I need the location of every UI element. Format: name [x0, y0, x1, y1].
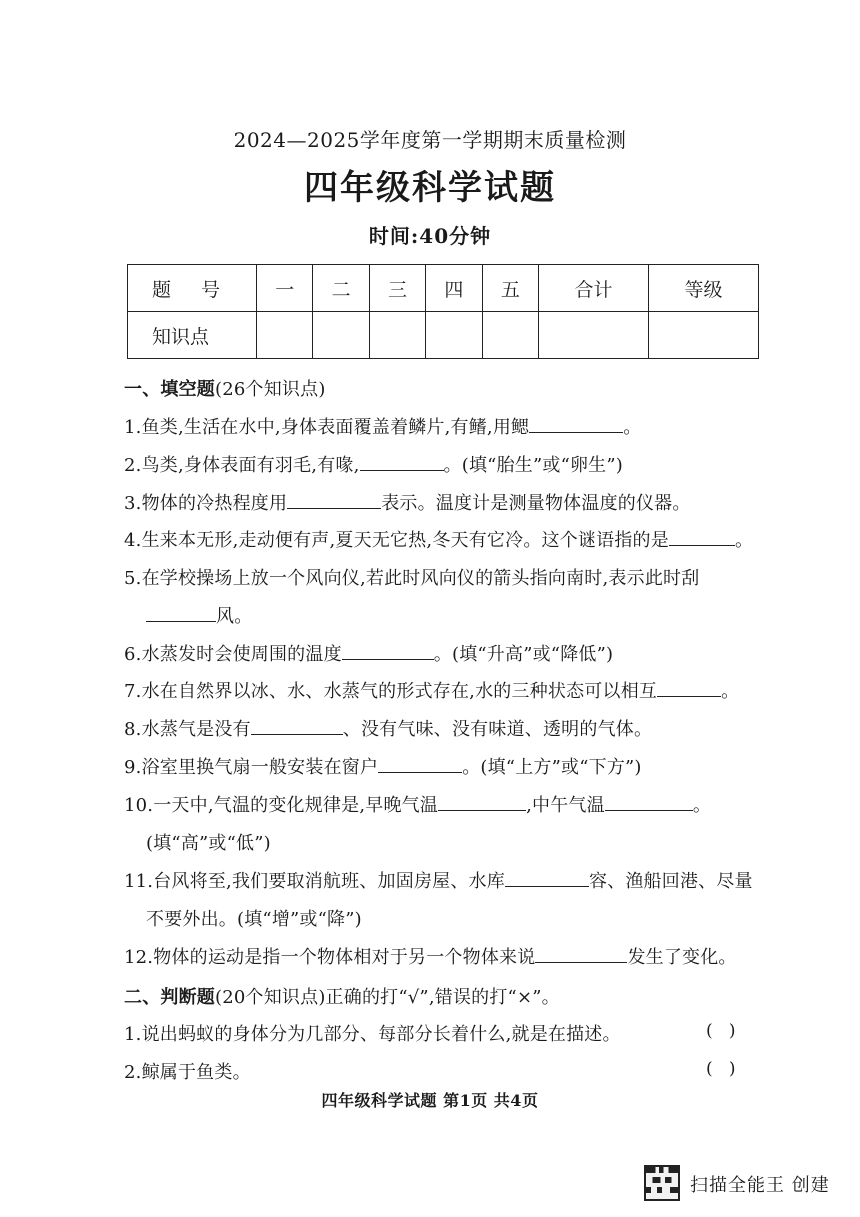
score-table — [127, 264, 759, 359]
points-cell[interactable] — [648, 312, 758, 359]
points-cell[interactable] — [426, 312, 482, 359]
question-text: 1.说出蚂蚁的身体分为几部分、每部分长着什么,就是在描述。 — [124, 1024, 621, 1045]
points-label: 知识点 — [128, 312, 257, 359]
score-table-points-row — [128, 312, 759, 359]
question-2 — [124, 451, 623, 477]
points-cell[interactable] — [482, 312, 538, 359]
answer-blank[interactable] — [342, 641, 434, 660]
question-text: 。 — [623, 417, 642, 438]
points-cell[interactable] — [539, 312, 649, 359]
answer-blank[interactable] — [605, 792, 693, 811]
answer-blank[interactable] — [669, 527, 735, 546]
exam-title: 四年级科学试题 — [304, 168, 556, 208]
exam-term-title: 2024—2025学年度第一学期期末质量检测 — [233, 128, 627, 152]
question-text: 8.水蒸气是没有 — [124, 719, 251, 740]
score-cell-4: 四 — [426, 265, 482, 312]
question-text: 5.在学校操场上放一个风向仪,若此时风向仪的箭头指向南时,表示此时刮 — [124, 568, 700, 589]
question-11 — [124, 867, 753, 893]
answer-blank[interactable] — [657, 678, 721, 697]
page-footer: 四年级科学试题 第1页 共4页 — [321, 1091, 539, 1110]
question-text: 10.一天中,气温的变化规律是,早晚气温 — [124, 795, 439, 816]
question-text: 。 — [734, 530, 754, 551]
question-text: ,中午气温 — [526, 795, 605, 816]
question-text: 7.水在自然界以冰、水、水蒸气的形式存在,水的三种状态可以相互 — [124, 681, 658, 702]
question-5-cont — [146, 602, 252, 628]
answer-blank[interactable] — [360, 452, 444, 471]
question-text: 发生了变化。 — [627, 947, 737, 968]
answer-blank[interactable] — [378, 754, 462, 773]
question-text: 6.水蒸发时会使周围的温度 — [124, 644, 342, 665]
score-cell-5: 五 — [482, 265, 538, 312]
question-text: 不要外出。(填“增”或“降”) — [146, 909, 362, 930]
question-text: 12.物体的运动是指一个物体相对于另一个物体来说 — [124, 947, 536, 968]
answer-parentheses[interactable]: ( ) — [706, 1059, 736, 1079]
points-cell[interactable] — [313, 312, 369, 359]
question-4 — [124, 526, 753, 552]
section1-heading — [124, 375, 326, 401]
question-7 — [124, 677, 739, 703]
points-cell[interactable] — [369, 312, 425, 359]
scanner-watermark: 扫描全能王 创建 — [690, 1175, 830, 1196]
question-text: 1.鱼类,生活在水中,身体表面覆盖着鳞片,有鳍,用鳃 — [124, 417, 530, 438]
question-text: 。(填“上方”或“下方”) — [462, 757, 642, 778]
question-text: 。 — [692, 795, 712, 816]
question-text: 。(填“胎生”或“卵生”) — [443, 455, 623, 476]
score-cell-1: 一 — [257, 265, 313, 312]
section2-heading — [124, 983, 560, 1009]
points-cell[interactable] — [257, 312, 313, 359]
judgment-2 — [124, 1058, 251, 1084]
score-cell-total: 合计 — [539, 265, 649, 312]
score-table-header-row — [128, 265, 759, 312]
exam-time: 时间:40分钟 — [368, 224, 492, 248]
answer-blank[interactable] — [438, 792, 526, 811]
question-text: 、没有气味、没有味道、透明的气体。 — [342, 719, 653, 740]
score-cell-3: 三 — [369, 265, 425, 312]
answer-parentheses[interactable]: ( ) — [706, 1021, 736, 1041]
question-text: 表示。温度计是测量物体温度的仪器。 — [381, 493, 691, 514]
score-cell-grade: 等级 — [648, 265, 758, 312]
question-text: 11.台风将至,我们要取消航班、加固房屋、水库 — [124, 871, 505, 892]
section1-title: 一、填空题 — [124, 379, 215, 400]
qr-code-icon — [644, 1165, 680, 1201]
question-8 — [124, 715, 652, 741]
score-cell-2: 二 — [313, 265, 369, 312]
question-6 — [124, 640, 613, 666]
question-text: 4.生来本无形,走动便有声,夏天无它热,冬天有它冷。这个谜语指的是 — [124, 530, 669, 551]
judgment-1 — [124, 1020, 621, 1046]
question-text: 容、渔船回港、尽量 — [588, 871, 753, 892]
question-text: 2.鸟类,身体表面有羽毛,有喙, — [124, 455, 360, 476]
answer-blank[interactable] — [287, 490, 381, 509]
question-text: (填“高”或“低”) — [146, 833, 271, 854]
question-9 — [124, 753, 642, 779]
question-text: 风。 — [216, 606, 253, 627]
answer-blank[interactable] — [505, 868, 589, 887]
section1-note: (26个知识点) — [215, 379, 326, 400]
section2-title: 二、判断题 — [124, 987, 215, 1008]
question-11-cont — [146, 905, 362, 931]
answer-blank[interactable] — [529, 414, 623, 433]
question-12 — [124, 943, 737, 969]
question-text: 3.物体的冷热程度用 — [124, 493, 288, 514]
question-text: 。 — [721, 681, 740, 702]
question-1 — [124, 413, 641, 439]
question-text: 9.浴室里换气扇一般安装在窗户 — [124, 757, 379, 778]
section2-note: (20个知识点)正确的打“√”,错误的打“×”。 — [215, 987, 560, 1008]
answer-blank[interactable] — [146, 603, 216, 622]
question-text: 2.鲸属于鱼类。 — [124, 1062, 251, 1083]
score-cell-label: 题 号 — [128, 265, 257, 312]
question-10 — [124, 791, 711, 817]
question-5 — [124, 564, 699, 590]
answer-blank[interactable] — [251, 716, 343, 735]
question-10-cont — [146, 829, 271, 855]
question-text: 。(填“升高”或“降低”) — [433, 644, 614, 665]
question-3 — [124, 489, 691, 515]
answer-blank[interactable] — [535, 944, 627, 963]
